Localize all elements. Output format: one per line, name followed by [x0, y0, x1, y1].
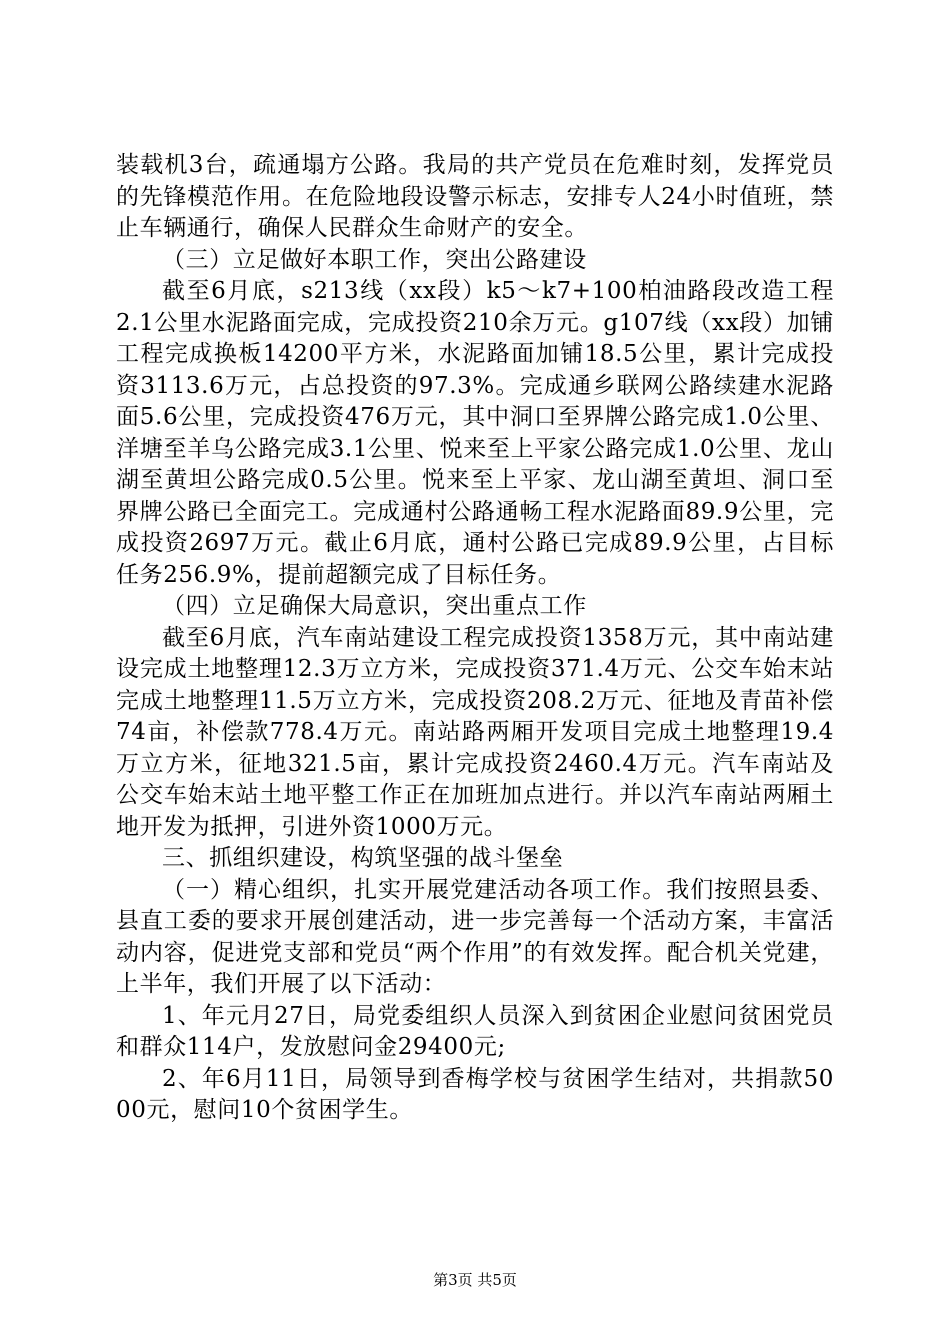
paragraph-key-work: 截至6月底，汽车南站建设工程完成投资1358万元，其中南站建设完成土地整理12.3万立方米，完成投资371.4万元、公交车始末站完成土地整理11.5万立方米，完成投资208.2万元、征地及青苗补偿74亩，补偿款778.4万元。南站路两厢开发项目完成土地整理19.4万立方米，征地321.5亩，累计完成投资2460.4万元。汽车南站及公交车始末站土地平整工作正在加班加点进行。并以汽车南站两厢土地开发为抵押，引进外资1000万元。: [116, 624, 834, 840]
section-heading-3: （三）立足做好本职工作，突出公路建设: [162, 246, 587, 273]
paragraph-party-activities: （一）精心组织，扎实开展党建活动各项工作。我们按照县委、县直工委的要求开展创建活动，进一步完善每一个活动方案，丰富活动内容，促进党支部和党员“两个作用”的有效发挥。配合机关党建，上半年，我们开展了以下活动：: [116, 876, 834, 997]
list-item-1: 1、年元月27日，局党委组织人员深入到贫困企业慰问贫困党员和群众114户，发放慰问金29400元;: [116, 1002, 834, 1060]
paragraph-highway-construction: 截至6月底，s213线（xx段）k5～k7+100柏油路段改造工程2.1公里水泥路面完成，完成投资210余万元。g107线（xx段）加铺工程完成换板14200平方米，水泥路面加铺18.5公里，累计完成投资3113.6万元，占总投资的97.3%。完成通乡联网公路续建水泥路面5.6公里，完成投资476万元，其中洞口至界牌公路完成1.0公里、洋塘至羊乌公路完成3.1公里、悦来至上平家公路完成1.0公里、龙山湖至黄坦公路完成0.5公里。悦来至上平家、龙山湖至黄坦、洞口至界牌公路已全面完工。完成通村公路通畅工程水泥路面89.9公里，完成投资2697万元。截止6月底，通村公路已完成89.9公里，占目标任务256.9%，提前超额完成了目标任务。: [116, 278, 834, 588]
paragraph-1: 装载机3台，疏通塌方公路。我局的共产党员在危难时刻，发挥党员的先锋模范作用。在危险地段设警示标志，安排专人24小时值班，禁止车辆通行，确保人民群众生命财产的安全。: [116, 152, 834, 241]
chapter-heading-3: 三、抓组织建设，构筑坚强的战斗堡垒: [162, 845, 564, 871]
document-body: [116, 150, 834, 1127]
page-footer: 第3页 共5页: [433, 1271, 517, 1289]
list-item-2: 2、年6月11日，局领导到香梅学校与贫困学生结对，共捐款5000元，慰问10个贫困学生。: [116, 1065, 834, 1123]
section-heading-4: （四）立足确保大局意识，突出重点工作: [162, 593, 587, 619]
